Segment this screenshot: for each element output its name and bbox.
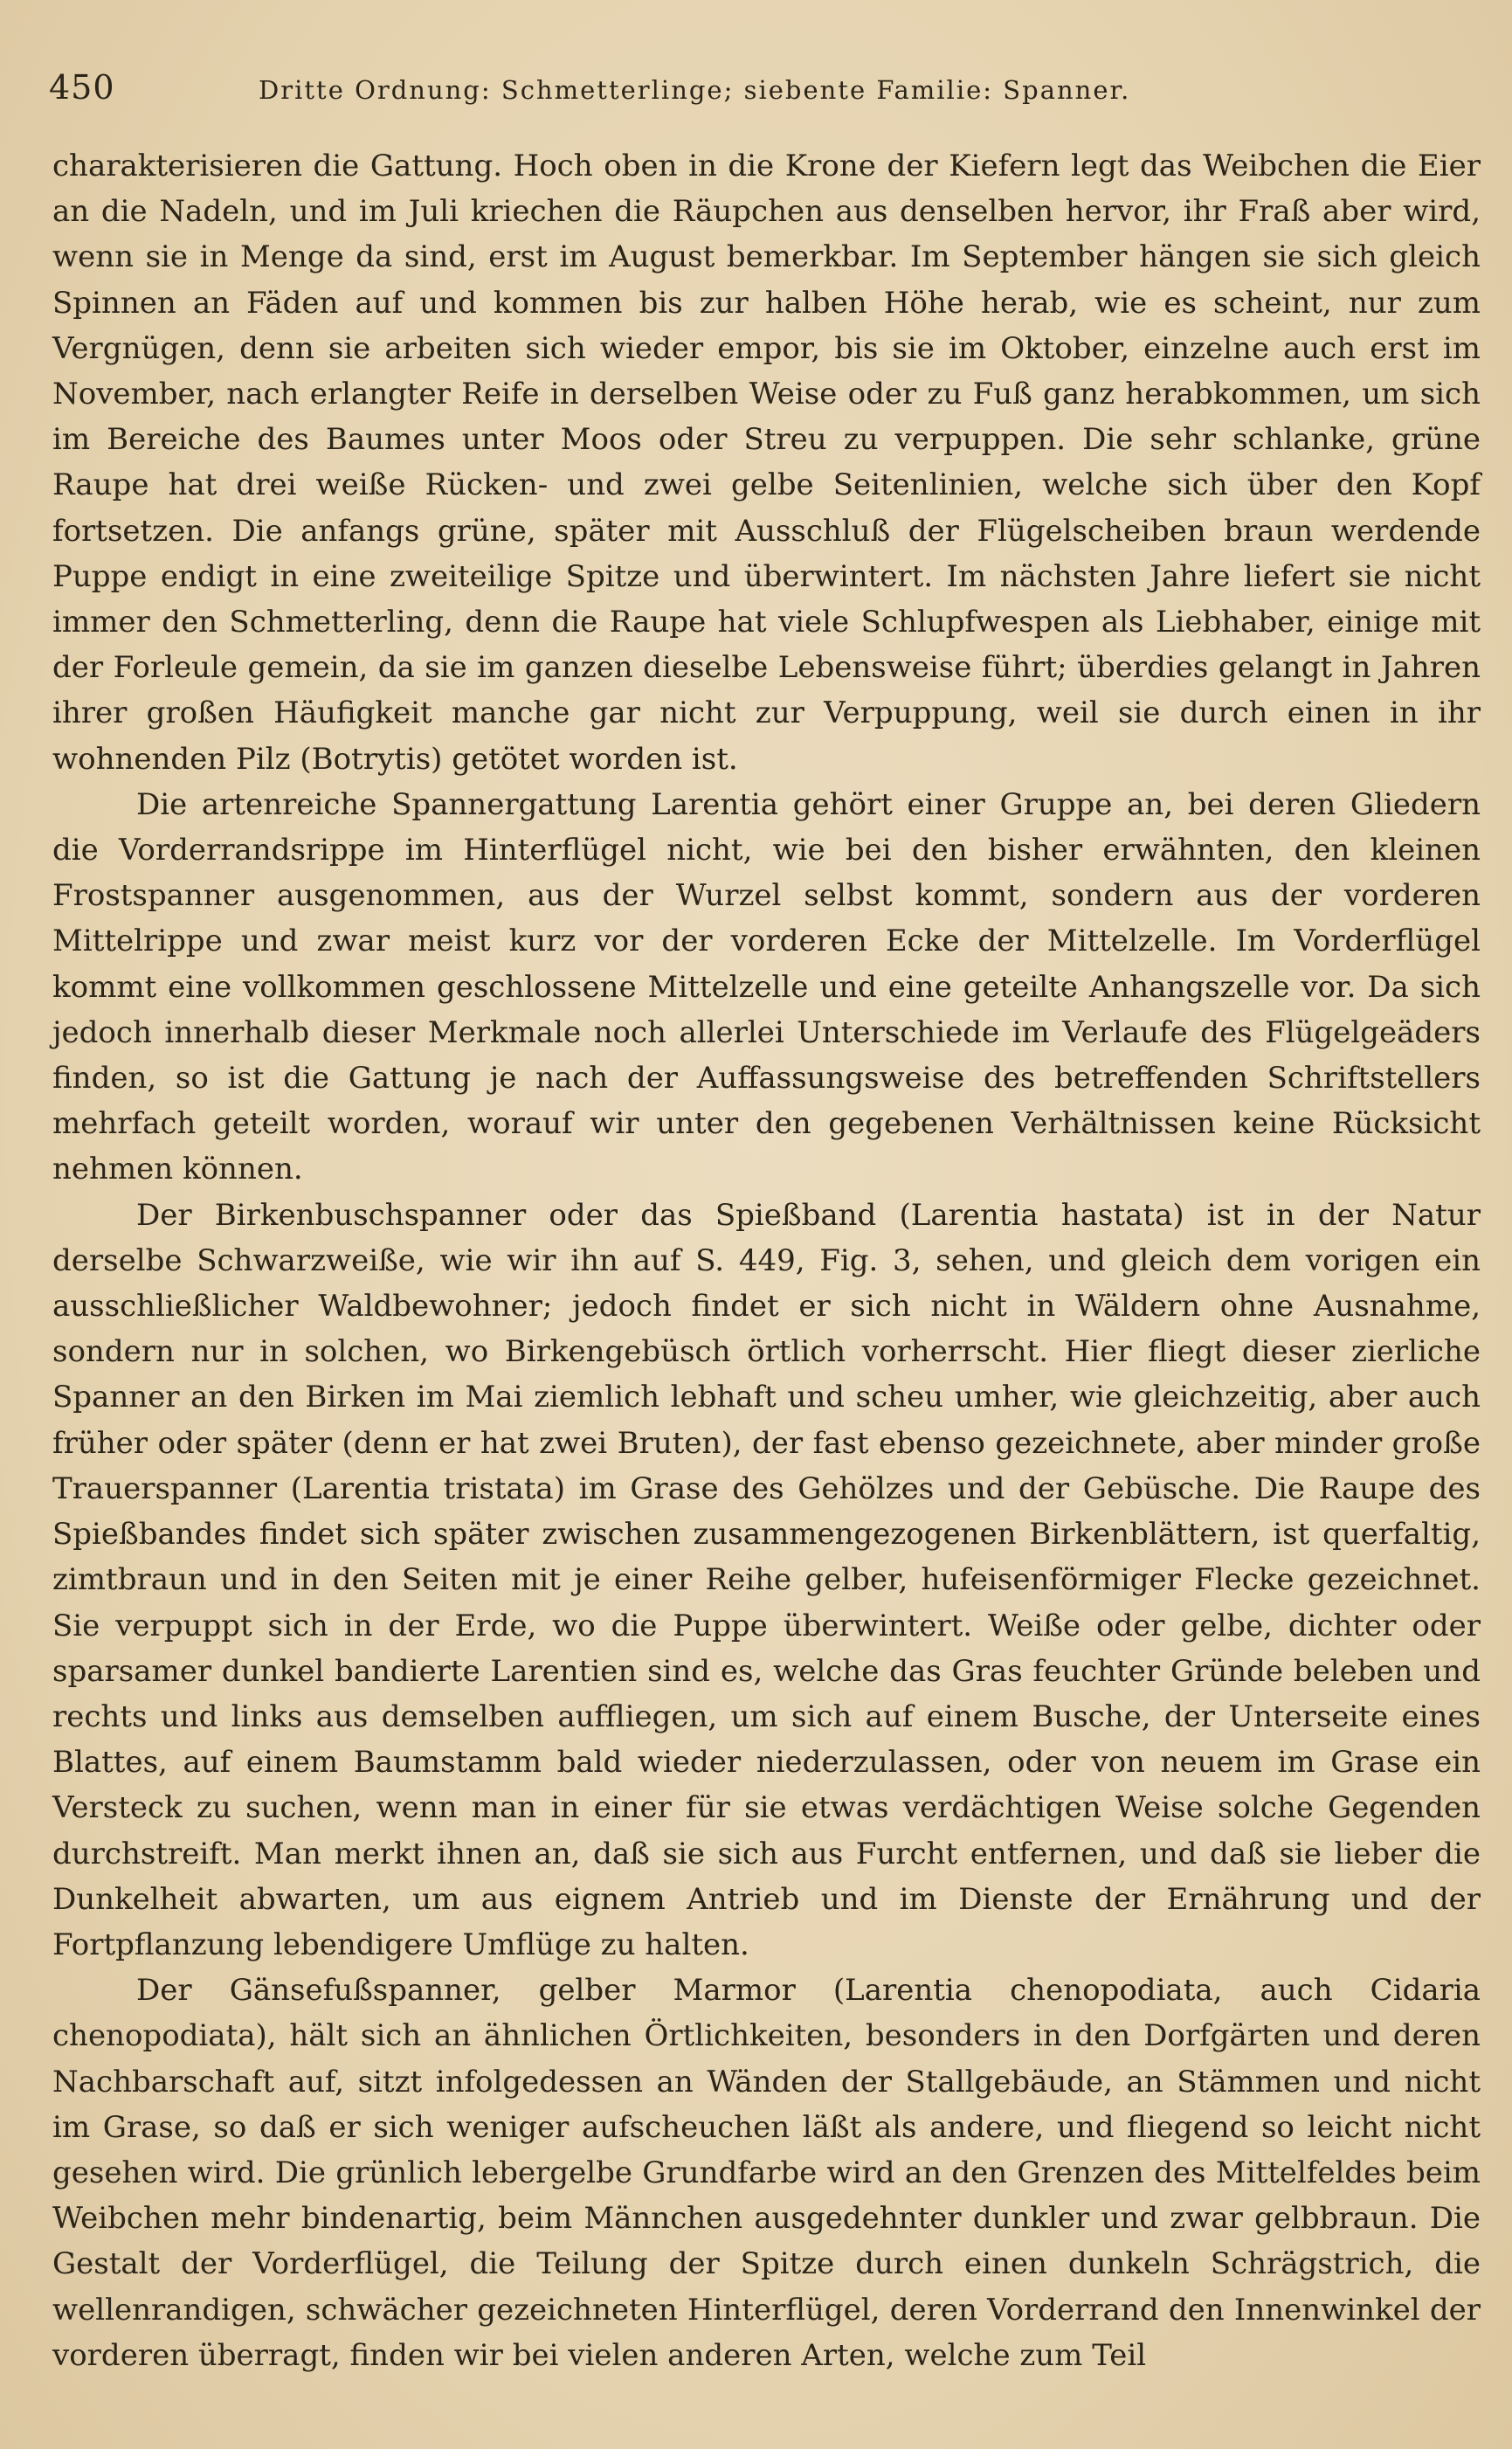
paragraph: Die artenreiche Spannergattung Larentia gehört einer Gruppe an, bei deren Gliedern die Vorderrandsrippe im Hinterflügel nicht, wie bei den bisher erwähnten, den kleinen Frostspanner ausgenommen, aus der Wurzel selbst kommt, sondern aus der vorderen Mittelrippe und zwar meist kurz vor der vorderen Ecke der Mittelzelle. Im Vorderflügel kommt eine vollkommen geschlossene Mittelzelle und eine geteilte Anhangszelle vor. Da sich jedoch innerhalb dieser Merkmale noch allerlei Unterschiede im Verlaufe des Flügelgeäders finden, so ist die Gattung je nach der Auffassungsweise des betreffenden Schriftstellers mehrfach geteilt worden, worauf wir unter den gegebenen Verhältnissen keine Rücksicht nehmen können. bbox=[52, 786, 1481, 1187]
paragraph: Der Birkenbuschspanner oder das Spießband (Larentia hastata) ist in der Natur derselbe Schwarzweiße, wie wir ihn auf S. 449, Fig. 3, sehen, und gleich dem vorigen ein ausschließlicher Waldbewohner; jedoch findet er sich nicht in Wäldern ohne Ausnahme, sondern nur in solchen, wo Birkengebüsch örtlich vorherrscht. Hier fliegt dieser zierliche Spanner an den Birken im Mai ziemlich lebhaft und scheu umher, wie gleichzeitig, aber auch früher oder später (denn er hat zwei Bruten), der fast ebenso gezeichnete, aber minder große Trauerspanner (Larentia tristata) im Grase des Gehölzes und der Gebüsche. Die Raupe des Spießbandes findet sich später zwischen zusammengezogenen Birkenblättern, ist querfaltig, zimtbraun und in den Seiten mit je einer Reihe gelber, hufeisenförmiger Flecke gezeichnet. Sie verpuppt sich in der Erde, wo die Puppe überwintert. Weiße oder gelbe, dichter oder sparsamer dunkel bandierte Larentien sind es, welche das Gras feuchter Gründe beleben und rechts und links aus demselben auffliegen, um sich auf einem Busche, der Unterseite eines Blattes, auf einem Baumstamm bald wieder niederzulassen, oder von neuem im Grase ein Versteck zu suchen, wenn man in einer für sie etwas verdächtigen Weise solche Gegenden durchstreift. Man merkt ihnen an, daß sie sich aus Furcht entfernen, und daß sie lieber die Dunkelheit abwarten, um aus eignem Antrieb und im Dienste der Ernährung und der Fortpflanzung lebendigere Umflüge zu halten. bbox=[52, 1197, 1481, 1962]
paragraph: Der Gänsefußspanner, gelber Marmor (Larentia chenopodiata, auch Cidaria chenopodiata), hält sich an ähnlichen Örtlichkeiten, besonders in den Dorfgärten und deren Nachbarschaft auf, sitzt infolgedessen an Wänden der Stallgebäude, an Stämmen und nicht im Grase, so daß er sich weniger aufscheuchen läßt als andere, und fliegend so leicht nicht gesehen wird. Die grünlich lebergelbe Grundfarbe wird an den Grenzen des Mittelfeldes beim Weibchen mehr bindenartig, beim Männchen ausgedehnter dunkler und zwar gelbbraun. Die Gestalt der Vorderflügel, die Teilung der Spitze durch einen dunkeln Schrägstrich, die wellenrandigen, schwächer gezeichneten Hinterflügel, deren Vorderrand den Innenwinkel der vorderen überragt, finden wir bei vielen anderen Arten, welche zum Teil bbox=[52, 1973, 1481, 2373]
page-number: 450 bbox=[49, 68, 115, 107]
running-head: Dritte Ordnung: Schmetterlinge; siebente Familie: Spanner. bbox=[259, 75, 1131, 105]
page-header bbox=[49, 68, 1477, 112]
paragraph: charakterisieren die Gattung. Hoch oben in die Krone der Kiefern legt das Weibchen die Eier an die Nadeln, und im Juli kriechen die Räupchen aus denselben hervor, ihr Fraß aber wird, wenn sie in Menge da sind, erst im August bemerkbar. Im September hängen sie sich gleich Spinnen an Fäden auf und kommen bis zur halben Höhe herab, wie es scheint, nur zum Vergnügen, denn sie arbeiten sich wieder empor, bis sie im Oktober, einzelne auch erst im November, nach erlangter Reife in derselben Weise oder zu Fuß ganz herabkommen, um sich im Bereiche des Baumes unter Moos oder Streu zu verpuppen. Die sehr schlanke, grüne Raupe hat drei weiße Rücken- und zwei gelbe Seitenlinien, welche sich über den Kopf fortsetzen. Die anfangs grüne, später mit Ausschluß der Flügelscheiben braun werdende Puppe endigt in eine zweiteilige Spitze und überwintert. Im nächsten Jahre liefert sie nicht immer den Schmetterling, denn die Raupe hat viele Schlupfwespen als Liebhaber, einige mit der Forleule gemein, da sie im ganzen dieselbe Lebensweise führt; überdies gelangt in Jahren ihrer großen Häufigkeit manche gar nicht zur Verpuppung, weil sie durch einen in ihr wohnenden Pilz (Botrytis) getötet worden ist. bbox=[52, 149, 1481, 777]
body-text bbox=[52, 143, 1481, 2378]
